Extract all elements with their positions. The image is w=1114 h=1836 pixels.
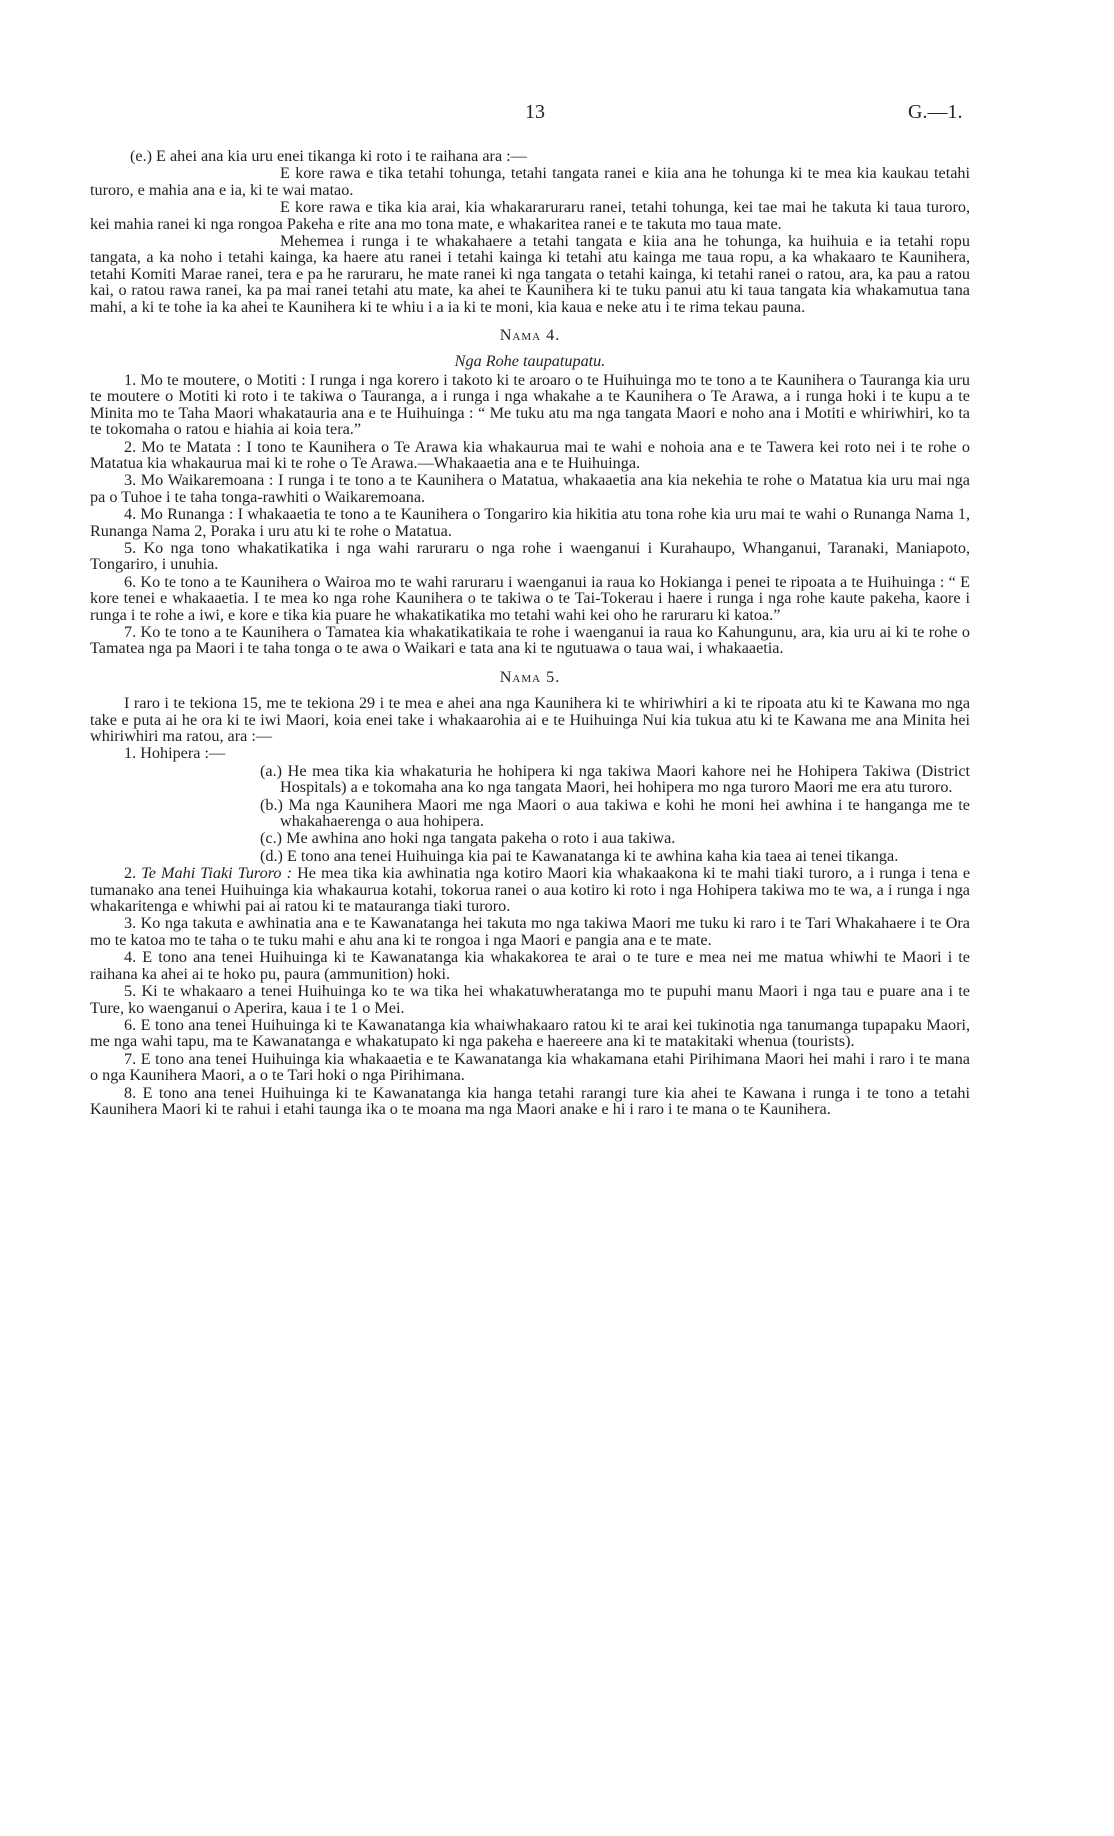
lettered-label: (b.) — [260, 795, 283, 814]
lettered-item — [90, 797, 970, 830]
page-header — [0, 101, 1114, 128]
paragraph: Mehemea i runga i te whakahaere a tetahi tangata e kiia ana he tohunga, ka huihuia e ia tetahi ropu tangata, a ka noho i tetahi kainga, ka haere atu ranei i tetahi kainga ki tetahi atu kainga me taua ropu, a ka whakaaro te Kaunihera, tetahi Komiti Marae ranei, tera e pa he raruraru, he mate ranei ki nga tangata o tetahi kainga, ki tetahi ranei o ratou, ara, ka pau a ratou kai, o ratou rawa ranei, ka pa mai ranei tetahi atu mate, ka ahei te Kaunihera ki te tuku panui atu ki taua tangata kia whakamutua tana mahi, a ki te tohe ia ka ahei te Kaunihera ki te whiu i a ia ki te moni, kia kaua e neke atu i te rima tekau pauna. — [90, 232, 970, 316]
lettered-text: Ma nga Kaunihera Maori me nga Maori o aua takiwa e kohi he moni hei awhina i te hanganga me te whakahaerenga o aua hohipera. — [280, 795, 970, 831]
section-intro: I raro i te tekiona 15, me te tekiona 29 i te mea e ahei ana nga Kaunihera ki te whiriwhiri a ki te ripoata atu ki te Kawana mo nga take e puta ai he ora ki te iwi Maori, koia enei take i whakaarohia ai e te Huihuinga Nui kia tukua atu ki te Kawana me ana Minita hei whiriwhiri ma ratou, ara :— — [90, 694, 970, 745]
lettered-item — [90, 830, 970, 846]
paragraph: E kore rawa e tika kia arai, kia whakararuraru ranei, tetahi tohunga, kei tae mai he takuta ki taua turoro, kei mahia ranei ki nga rongoa Pakeha e rite ana mo tona mate, e whakaritea ranei e te takuta mo taua mate. — [90, 198, 970, 233]
numbered-paragraph: 3. Ko nga takuta e awhinatia ana e te Kawanatanga hei takuta mo nga takiwa Maori me tuku ki raro i te Tari Whakahaere i te Ora mo te katoa mo te taha o te tuku mahi e ahu ana ki te rongoa i nga Maori e pangia ana e te mate. — [90, 914, 970, 949]
section-subheading: Nga Rohe taupatupatu. — [454, 352, 606, 371]
paragraph: E kore rawa e tika tetahi tohunga, tetahi tangata ranei e kiia ana he tohunga ki te mea kia kaukau tetahi turoro, e mahia ana e ia, ki te wai matao. — [90, 164, 970, 199]
numbered-paragraph: 5. Ki te whakaaro a tenei Huihuinga ko te wa tika hei whakatuwheratanga mo te pupuhi manu Maori i nga tau e puare ana i te Ture, ko waenganui o Aperira, kaua i te 1 o Mei. — [90, 982, 970, 1017]
lettered-text: Me awhina ano hoki nga tangata pakeha o roto i aua takiwa. — [286, 829, 676, 848]
section-heading: Nama 5. — [499, 667, 561, 686]
lettered-label: (c.) — [260, 829, 283, 848]
page-body — [90, 148, 970, 1118]
numbered-paragraph: 2. Mo te Matata : I tono te Kaunihera o Te Arawa kia whakaurua mai te wahi e nohoia ana e te Tawera kei roto nei i te rohe o Matatua kia whakaurua mai ki te rohe o Te Arawa.—Whakaaetia ana e te Huihuinga. — [90, 437, 970, 472]
numbered-paragraph: 7. Ko te tono a te Kaunihera o Tamatea kia whakatikatikaia te rohe i waenganui ia raua ko Kahungunu, ara, kia uru ai ki te rohe o Tamatea nga pa Maori i te taha tonga o te awa o Waikari e tata ana ki te ngutuawa o taua wai, i whakaaetia. — [90, 622, 970, 658]
lettered-label: (d.) — [260, 846, 283, 865]
lettered-item — [90, 763, 970, 796]
lettered-item — [90, 848, 970, 864]
numbered-paragraph: 5. Ko nga tono whakatikatika i nga wahi raruraru o nga rohe i waenganui i Kurahaupo, Whanganui, Taranaki, Maniapoto, Tongariro, i unuhia. — [90, 538, 970, 574]
numbered-paragraph: 1. Mo te moutere, o Motiti : I runga i nga korero i takoto ki te aroaro o te Huihuinga mo te tono a te Kaunihera o Tauranga kia uru te moutere o Motiti ki roto i te takiwa o Tauranga, a i runga i nga whakahe a te Kaunihera o Te Arawa, a i runga hoki i te kupu a te Minita mo te Taha Maori whakatauria ana e te Huihuinga : “ Me tuku atu ma nga tangata Maori e noho ana i Motiti e whiriwhiri, ko ta te tokomaha o ratou e hiahia ai koia tera.” — [90, 370, 970, 439]
numbered-paragraph: 1. Hohipera :— — [124, 744, 226, 763]
numbered-paragraph: 6. E tono ana tenei Huihuinga ki te Kawanatanga kia whaiwhakaaro ratou ki te arai kei tukinotia nga tanumanga tupapaku Maori, me nga wahi tapu, ma te Kawanatanga e whakatupato ki nga pakeha e haereere ana ki te matakitaki whenua (tourists). — [90, 1015, 970, 1051]
numbered-paragraph: 3. Mo Waikaremoana : I runga i te tono a te Kaunihera o Matatua, whakaaetia ana kia nekehia te rohe o Matatua kia uru mai nga pa o Tuhoe i te taha tonga-rawhiti o Waikaremoana. — [90, 471, 970, 506]
page-number: 13 — [525, 101, 545, 123]
numbered-paragraph: 4. Mo Runanga : I whakaaetia te tono a te Kaunihera o Tongariro kia hikitia atu tona rohe kia uru mai te wahi o Runanga Nama 1, Runanga Nama 2, Poraka i uru atu ki te rohe o Matatua. — [90, 505, 970, 540]
item-text: He mea tika kia awhinatia nga kotiro Maori kia whakaakona ki te mahi tiaki turoro, a i runga i tena e tumanako ana tenei Huihuinga kia whakaurua kotahi, tokorua ranei o aua kotiro ki roto i nga Hohipera takiwa mo te wa, a i runga i nga whakaritenga e whiwhi pai ai ratou ki te matauranga tiaki turoro. — [90, 864, 971, 916]
licence-conditions-intro: (e.) E ahei ana kia uru enei tikanga ki roto i te raihana ara :— — [130, 147, 527, 165]
document-code: G.—1. — [908, 101, 963, 123]
numbered-paragraph — [90, 865, 970, 914]
item-title: Te Mahi Tiaki Turoro : — [141, 864, 292, 883]
item-number: 2. — [124, 864, 137, 883]
section-heading: Nama 4. — [499, 326, 561, 345]
numbered-paragraph: 4. E tono ana tenei Huihuinga ki te Kawanatanga kia whakakorea te arai o te ture e mea nei me matua whiwhi te Maori i te raihana ka ahei ai te hoko pu, paura (ammunition) hoki. — [90, 948, 970, 983]
lettered-label: (a.) — [260, 761, 283, 780]
lettered-text: He mea tika kia whakaturia he hohipera ki nga takiwa Maori kahore nei he Hohipera Takiwa (District Hospitals) a e tokomaha ana ko nga tangata Maori, hei hohipera mo nga turoro Maori me era atu turoro. — [280, 761, 971, 797]
numbered-paragraph: 6. Ko te tono a te Kaunihera o Wairoa mo te wahi raruraru i waenganui ia raua ko Hokianga i penei te ripoata a te Huihuinga : “ E kore tenei e whakaaetia. I te mea ko nga rohe Kaunihera o te takiwa o te Tai-Tokerau i haere i runga i nga rohe kaute pakeha, kaore i runga i te rohe a iwi, e kore e tika kia puare he whakatikatika mo tetahi wahi kei oho he raruraru ki katoa.” — [90, 572, 970, 624]
numbered-paragraph: 8. E tono ana tenei Huihuinga ki te Kawanatanga kia hanga tetahi rarangi ture kia ahei te Kawana i runga i te tono a tetahi Kaunihera Maori ki te rahui i etahi taunga ika o te moana ma nga Maori anake e hi i raro i te mana o te Kaunihera. — [90, 1083, 970, 1118]
numbered-paragraph: 7. E tono ana tenei Huihuinga kia whakaaetia e te Kawanatanga kia whakamana etahi Pirihimana Maori hei mahi i raro i te mana o nga Kaunihera Maori, a o te Tari hoki o nga Pirihimana. — [90, 1049, 970, 1085]
lettered-text: E tono ana tenei Huihuinga kia pai te Kawanatanga ki te awhina kaha kia taea ai tenei tikanga. — [286, 846, 899, 865]
